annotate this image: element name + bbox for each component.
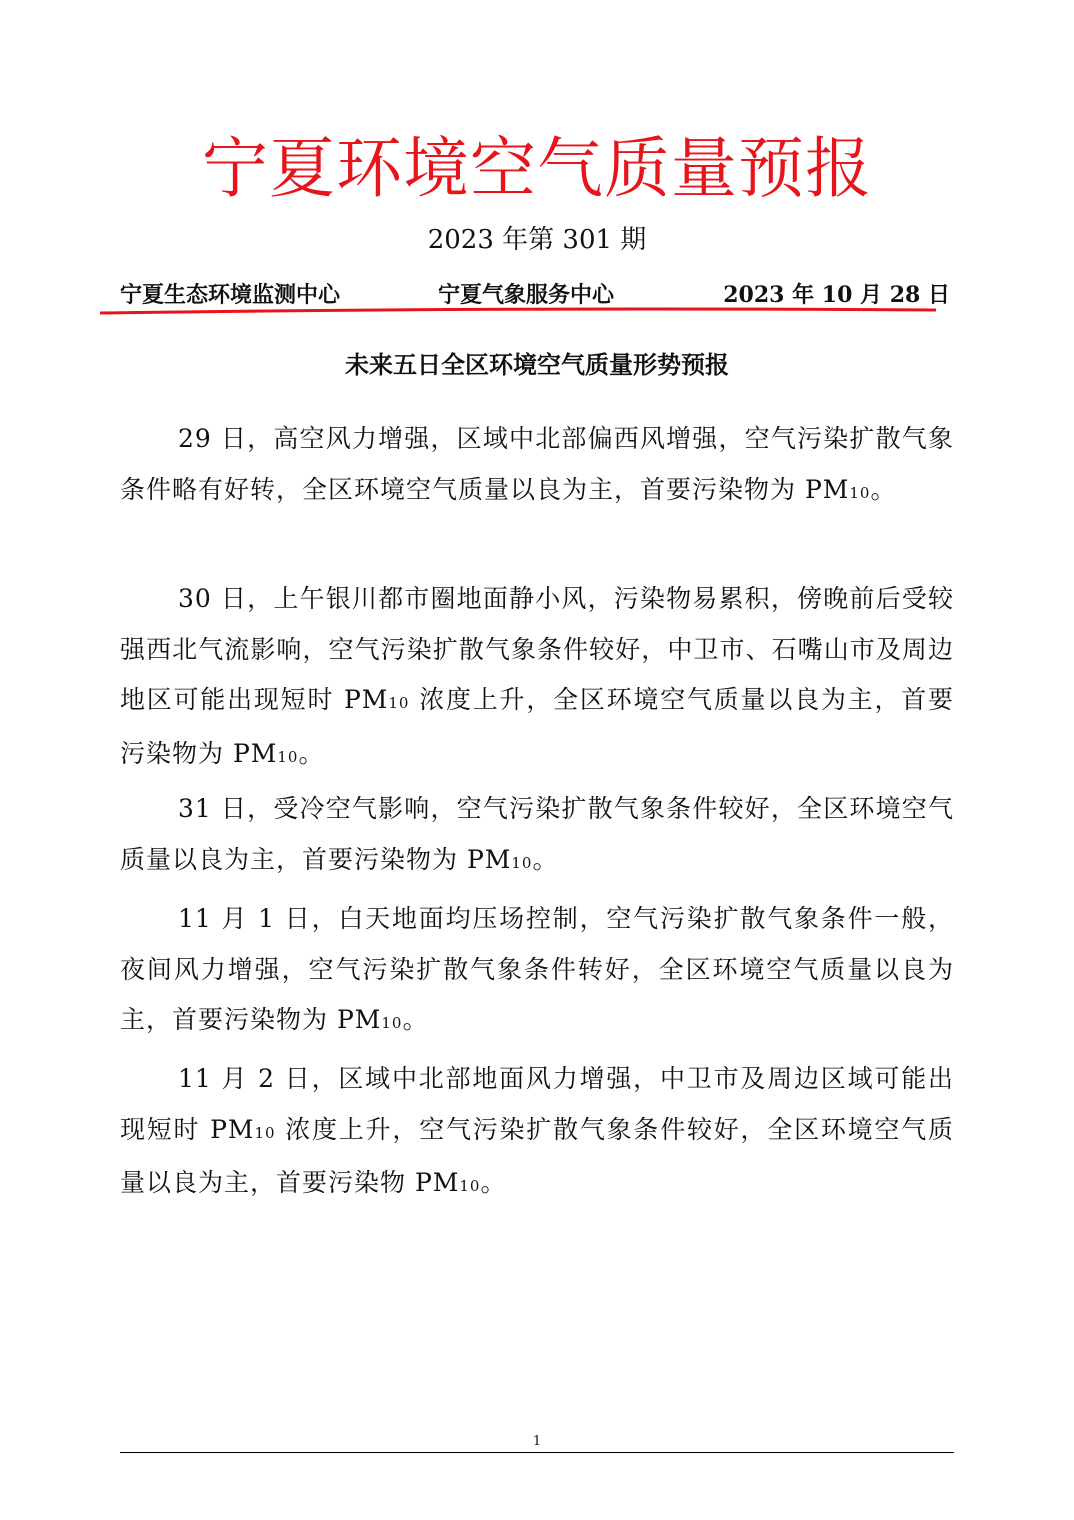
pollutant-subscript: 10 <box>511 853 533 872</box>
red-rule-stroke <box>100 309 936 313</box>
pollutant-name: PM <box>343 685 389 714</box>
issue-number: 2023 年第 301 期 <box>427 225 647 255</box>
forecast-paragraph-30 <box>120 574 954 782</box>
forecast-text: 11 月 2 日，区域中北部地面风力增强，中卫市及周边区域可能出现短时 <box>120 1064 954 1144</box>
forecast-text: 30 日，上午银川都市圈地面静小风，污染物易累积，傍晚前后受较强西北气流影响，空气污染扩散气象条件较好，中卫市、石嘴山市及周边地区可能出现短时 <box>120 584 954 714</box>
forecast-text-end: 。 <box>298 738 325 768</box>
forecast-paragraph-nov-1 <box>120 894 954 1049</box>
forecast-text-mid: 浓度上升，空气污染扩散气象条件较好，全区环境空气质量以良为主，首要污染物 <box>120 1114 954 1197</box>
issue-date: 2023 年 10 月 28 日 <box>723 282 950 308</box>
forecast-paragraph-29 <box>120 414 954 518</box>
forecast-text: 31 日，受冷空气影响，空气污染扩散气象条件较好，全区环境空气质量以良为主，首要污染物为 <box>120 794 954 874</box>
issuer-monitoring-center: 宁夏生态环境监测中心 <box>120 282 341 308</box>
pollutant-subscript: 10 <box>254 1123 276 1142</box>
red-divider-rule <box>100 306 936 318</box>
pollutant-name: PM <box>210 1114 255 1144</box>
pollutant-subscript: 10 <box>849 483 871 502</box>
forecast-text: 29 日，高空风力增强，区域中北部偏西风增强，空气污染扩散气象条件略有好转，全区环境空气质量以良为主，首要污染物为 <box>120 424 954 504</box>
page-number: 1 <box>532 1434 542 1449</box>
pollutant-name: PM <box>414 1168 460 1197</box>
forecast-text-end: 。 <box>532 844 559 874</box>
forecast-text-mid: 浓度上升，全区环境空气质量以良为主，首要污染物为 <box>120 685 955 768</box>
pollutant-name: PM <box>336 1005 382 1034</box>
pollutant-subscript: 10 <box>277 747 299 766</box>
forecast-text-end: 。 <box>870 474 897 504</box>
forecast-text-end: 。 <box>480 1168 507 1197</box>
pollutant-subscript: 10 <box>381 1014 403 1032</box>
pollutant-name: PM <box>232 738 278 768</box>
pollutant-name: PM <box>466 844 512 874</box>
pollutant-name: PM <box>804 474 850 504</box>
pollutant-subscript: 10 <box>388 694 410 712</box>
pollutant-subscript: 10 <box>459 1177 481 1195</box>
masthead-title: 宁夏环境空气质量预报 <box>202 130 872 207</box>
section-heading: 未来五日全区环境空气质量形势预报 <box>345 350 729 379</box>
forecast-text-end: 。 <box>402 1005 429 1034</box>
forecast-paragraph-31 <box>120 784 954 888</box>
footer-divider <box>120 1452 954 1453</box>
forecast-paragraph-nov-2 <box>120 1054 954 1212</box>
issuer-meteorological-center: 宁夏气象服务中心 <box>438 282 615 308</box>
forecast-text: 11 月 1 日，白天地面均压场控制，空气污染扩散气象条件一般，夜间风力增强，空气污染扩散气象条件转好，全区环境空气质量以良为主，首要污染物为 <box>120 904 954 1034</box>
